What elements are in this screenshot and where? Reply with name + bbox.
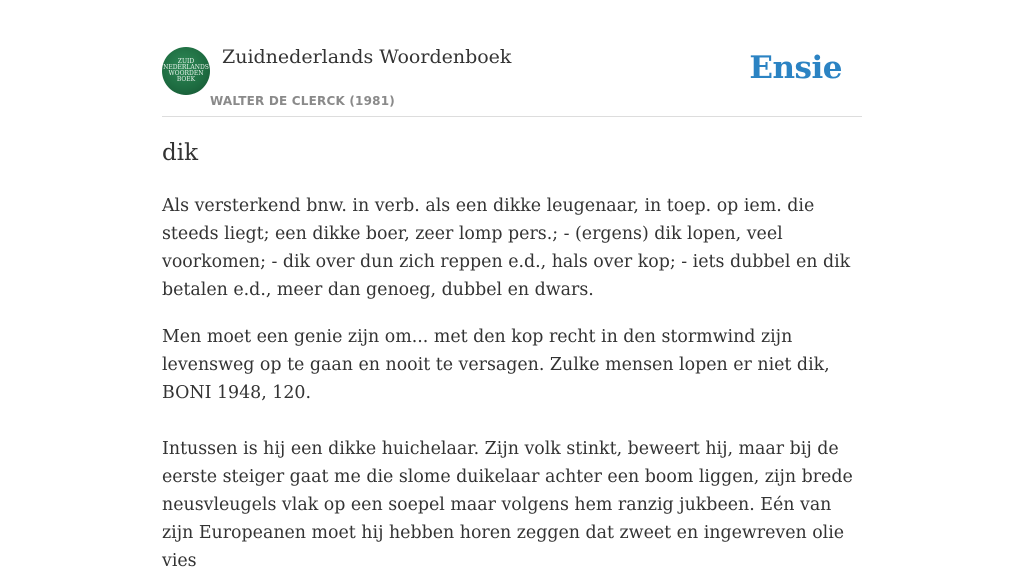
entry-word: dik [162,140,199,166]
definition-paragraph: Als versterkend bnw. in verb. als een dikke leugenaar, in toep. op iem. die steeds liegt; een dikke boer, zeer lomp pers.; - (ergens) dik lopen, veel voorkomen; - dik over dun zich reppen e.d., hals over kop; - iets dubbel en dik betalen e.d., meer dan genoeg, dubbel en dwars. [162,196,851,300]
header [162,0,862,117]
logo-line: BOEK [176,76,196,83]
quote-paragraph: Men moet een genie zijn om... met den kop recht in den stormwind zijn levensweg op te gaan en nooit te versagen. Zulke mensen lopen er niet dik, BONI 1948, 120. [162,327,830,403]
page [162,0,862,571]
entry-body [162,192,862,575]
logo-line: WOORDEN [168,70,204,77]
dictionary-logo[interactable] [162,47,210,95]
dictionary-author: WALTER DE CLERCK (1981) [210,94,395,108]
logo-line: ZUID [177,58,195,65]
logo-line: NEDERLANDS [163,64,209,71]
quote-paragraph: Intussen is hij een dikke huichelaar. Zijn volk stinkt, beweert hij, maar bij de eerste steiger gaat me die slome duikelaar achter een boom liggen, zijn brede neusvleugels vlak op een soepel maar volgens hem ranzig jukbeen. Eén van zijn Europeanen moet hij hebben horen zeggen dat zweet en ingewreven olie vies [162,439,853,571]
brand-logo-link[interactable]: Ensie [749,50,842,86]
dictionary-title[interactable]: Zuidnederlands Woordenboek [222,46,512,68]
